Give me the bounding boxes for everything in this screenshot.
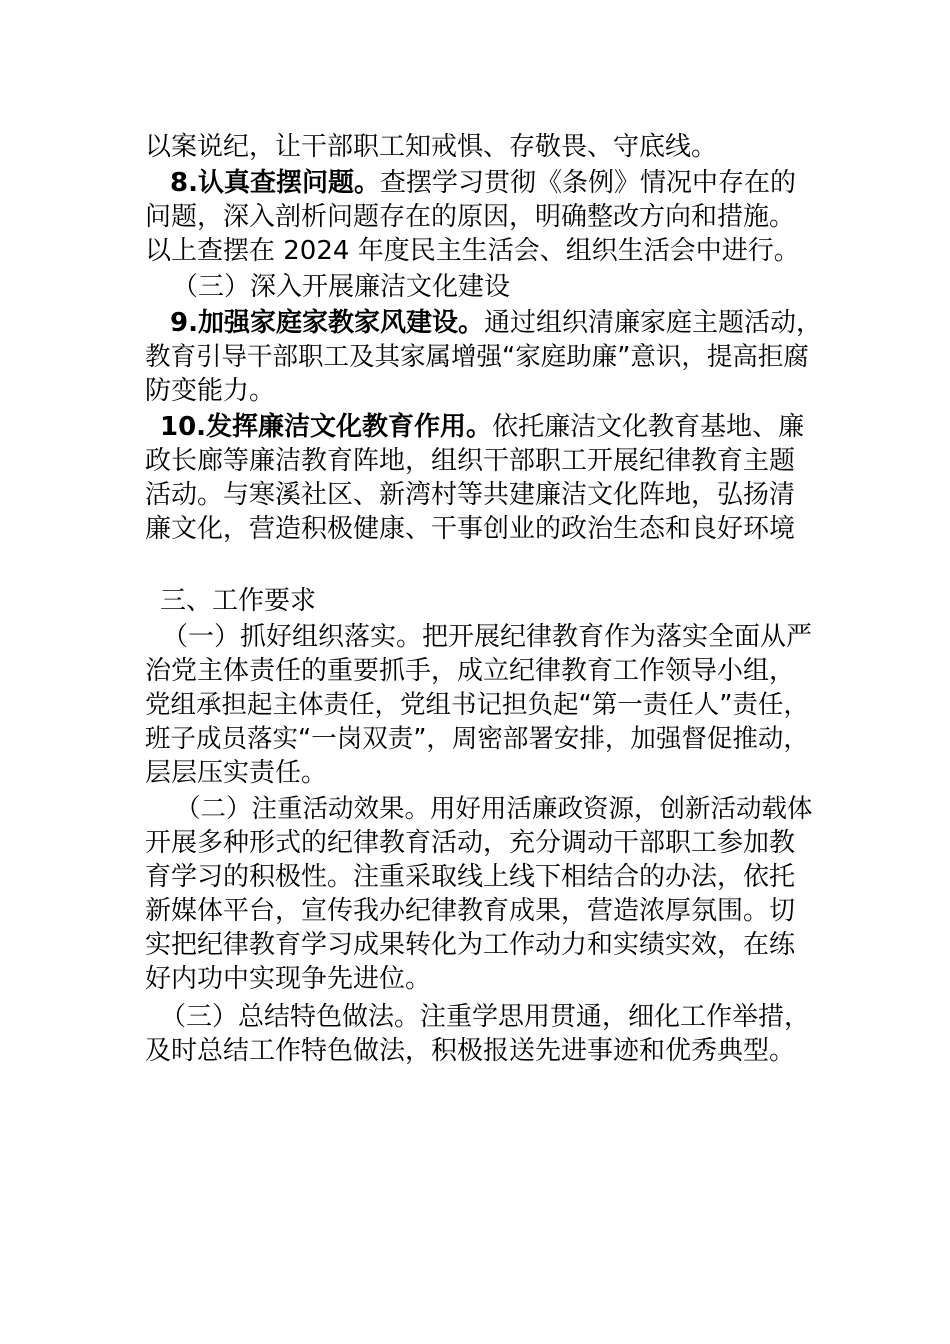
section-heading: 三、工作要求 [160, 586, 317, 616]
subsection-heading: （三）深入开展廉洁文化建设 [172, 272, 511, 302]
paragraph-line: 开展多种形式的纪律教育活动，充分调动干部职工参加教 [145, 828, 796, 858]
item-8-heading: 8.认真查摆问题。 [170, 168, 380, 198]
item-10-text: 依托廉洁文化教育基地、廉 [492, 412, 805, 442]
paragraph-line: 及时总结工作特色做法，积极报送先进事迹和优秀典型。 [145, 1036, 796, 1066]
paragraph-line: 育学习的积极性。注重采取线上线下相结合的办法，依托 [145, 862, 796, 892]
item-9-heading: 9.加强家庭家教家风建设。 [170, 308, 484, 338]
item-8-text: 查摆学习贯彻《条例》情况中存在的 [379, 168, 796, 198]
paragraph-line: 层层压实责任。 [145, 758, 328, 788]
item-10-first-line [160, 410, 815, 444]
paragraph-line: 实把纪律教育学习成果转化为工作动力和实绩实效，在练 [145, 930, 796, 960]
paragraph-line: 防变能力。 [145, 376, 276, 406]
paragraph-line: 政长廊等廉洁教育阵地，组织干部职工开展纪律教育主题 [145, 446, 796, 476]
paragraph-line: 问题，深入剖析问题存在的原因，明确整改方向和措施。 [145, 202, 796, 232]
paragraph-line: 新媒体平台，宣传我办纪律教育成果，营造浓厚氛围。切 [145, 896, 796, 926]
item-8-first-line [170, 166, 815, 200]
item-10-heading: 10.发挥廉洁文化教育作用。 [160, 412, 493, 442]
paragraph-line: 以上查摆在 2024 年度民主生活会、组织生活会中进行。 [145, 236, 800, 266]
paragraph-line: 教育引导干部职工及其家属增强“家庭助廉”意识，提高拒腐 [145, 342, 809, 372]
item-9-text: 通过组织清廉家庭主题活动， [483, 308, 822, 338]
paragraph-line: 以案说纪，让干部职工知戒惧、存敬畏、守底线。 [145, 132, 718, 162]
paragraph-line: 治党主体责任的重要抓手，成立纪律教育工作领导小组， [145, 656, 796, 686]
paragraph-line: （三）总结特色做法。注重学思用贯通，细化工作举措， [160, 1002, 811, 1032]
item-9-first-line [170, 306, 830, 340]
paragraph-line: （二）注重活动效果。用好用活廉政资源，创新活动载体 [175, 794, 813, 824]
paragraph-line: 活动。与寒溪社区、新湾村等共建廉洁文化阵地，弘扬清 [145, 480, 796, 510]
paragraph-line: 好内功中实现争先进位。 [145, 964, 432, 994]
paragraph-line: 党组承担起主体责任，党组书记担负起“第一责任人”责任， [145, 690, 809, 720]
paragraph-line: （一）抓好组织落实。把开展纪律教育作为落实全面从严 [162, 622, 813, 652]
paragraph-line: 廉文化，营造积极健康、干事创业的政治生态和良好环境 [145, 514, 796, 544]
paragraph-line: 班子成员落实“一岗双责”，周密部署安排，加强督促推动， [145, 724, 809, 754]
